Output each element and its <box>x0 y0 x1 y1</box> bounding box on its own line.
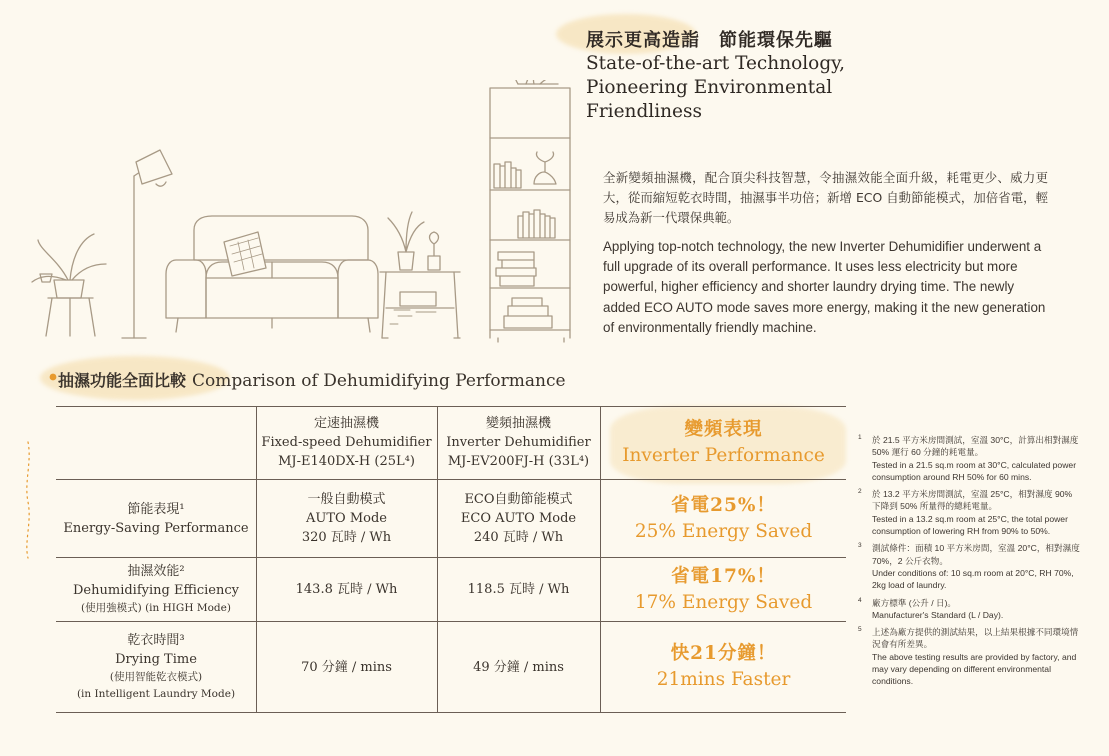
header-performance <box>601 406 846 479</box>
header-fixed-zh: 定速抽濕機 <box>313 416 379 431</box>
section-title <box>58 368 566 391</box>
cell-text: AUTO Mode <box>306 511 387 526</box>
headline-en-line: Friendliness <box>586 101 702 122</box>
header-inverter <box>437 406 600 479</box>
intro-zh: 全新變頻抽濕機，配合頂尖科技智慧，令抽濕效能全面升級，耗電更少、威力更大，從而縮短乾衣時間，抽濕事半功倍；新增 ECO 自動節能模式，加倍省電，輕易成為新一代環保典範。 <box>603 170 1048 225</box>
footnote-en: Tested in a 13.2 sq.m room at 25°C, the total power consumption of lowering RH from 90% to 50%. <box>872 513 1068 537</box>
table-cell <box>256 558 437 621</box>
comparison-table <box>56 406 846 713</box>
cell-text: 320 瓦時 / Wh <box>301 530 392 545</box>
footnote-number: 2 <box>858 488 862 496</box>
table-rule <box>56 712 846 713</box>
cell-text: 49 分鐘 / mins <box>473 659 564 675</box>
cell-text: 240 瓦時 / Wh <box>473 530 564 545</box>
header-inverter-en: Inverter Dehumidifier <box>446 435 591 450</box>
row-label-energy-saving <box>56 480 256 557</box>
table-cell <box>437 480 600 557</box>
performance-en: 25% Energy Saved <box>634 520 813 542</box>
row-label-drying-time <box>56 622 256 712</box>
row-label-note: (使用強模式) (in HIGH Mode) <box>81 602 231 614</box>
headline-en-line: Pioneering Environmental <box>586 77 833 98</box>
cell-text: ECO AUTO Mode <box>460 511 577 526</box>
header-inverter-zh: 變頻抽濕機 <box>485 416 551 431</box>
table-cell <box>437 558 600 621</box>
bookshelf-illustration <box>490 80 570 342</box>
cell-text: ECO自動節能模式 <box>464 492 573 507</box>
header-performance-zh: 變頻表現 <box>684 418 763 440</box>
footnote-zh: 於 13.2 平方米房間測試，室溫 25°C，相對濕度 90% 下降到 50% 所量得的總耗電量。 <box>872 489 1073 512</box>
performance-cell <box>601 558 846 621</box>
headline-zh: 展示更高造詣 節能環保先驅 <box>586 30 833 51</box>
footnote-zh: 於 21.5 平方米房間測試，室溫 30°C，計算出相對濕度 50% 運行 60 分鐘的耗電量。 <box>872 435 1079 458</box>
footnote-zh: 廠方標準 (公升 / 日)。 <box>872 597 957 608</box>
footnote-en: Manufacturer's Standard (L / Day). <box>872 609 1004 620</box>
table-cell <box>256 480 437 557</box>
footnote-number: 4 <box>858 596 862 604</box>
header-fixed-speed <box>256 406 437 479</box>
footnote-en: Tested in a 21.5 sq.m room at 30°C, calculated power consumption around RH 50% for 60 mins. <box>872 459 1077 482</box>
footnote <box>858 542 1082 591</box>
intro-en: Applying top-notch technology, the new Inverter Dehumidifier underwent a full upgrade of its overall performance. It uses less electricity but more powerful, higher efficiency and shorter laundry drying time. The newly added ECO AUTO mode saves more energy, making it the new generation of environmentally friendly machine. <box>603 239 1046 335</box>
sofa-illustration <box>166 216 378 332</box>
headline-en-line: State-of-the-art Technology, <box>586 53 846 74</box>
footnote <box>858 488 1082 537</box>
floor-lamp-illustration <box>122 150 172 338</box>
row-label-note: (in Intelligent Laundry Mode) <box>76 688 236 700</box>
footnote-zh: 測試條件：面積 10 平方米房間，室溫 20°C，相對濕度 70%，2 公斤衣物。 <box>872 543 1080 566</box>
header-performance-en: Inverter Performance <box>622 444 825 466</box>
header-inverter-model: MJ-EV200FJ-H (33L⁴) <box>447 454 590 469</box>
performance-en: 17% Energy Saved <box>634 591 813 613</box>
section-bullet-icon <box>48 372 58 382</box>
side-table-plant-illustration <box>32 234 106 336</box>
footnote-zh: 上述為廠方提供的測試結果，以上結果根據不同環境情況會有所差異。 <box>872 627 1079 650</box>
footnote-number: 3 <box>858 542 862 550</box>
performance-cell <box>601 622 846 712</box>
dotted-decoration <box>22 440 34 560</box>
table-cell <box>256 622 437 712</box>
section-title-en: Comparison of Dehumidifying Performance <box>192 371 566 391</box>
footnote <box>858 626 1082 687</box>
headline-en <box>586 52 886 124</box>
row-label-note: (使用智能乾衣模式) <box>109 671 203 683</box>
row-label-en: Energy-Saving Performance <box>63 520 249 536</box>
cell-text: 70 分鐘 / mins <box>301 659 392 675</box>
row-label-en: Drying Time <box>115 652 197 667</box>
cell-text: 一般自動模式 <box>307 492 386 507</box>
coffee-table-illustration <box>380 212 460 338</box>
cell-text: 118.5 瓦時 / Wh <box>467 582 570 597</box>
footnote-en: Under conditions of: 10 sq.m room at 20°C, RH 70%, 2kg load of laundry. <box>872 567 1074 591</box>
footnote-number: 1 <box>858 434 862 441</box>
footnotes <box>858 434 1082 693</box>
table-cell <box>437 622 600 712</box>
row-label-dehumidifying <box>56 558 256 621</box>
row-label-zh: 乾衣時間³ <box>127 633 185 648</box>
row-label-en: Dehumidifying Efficiency <box>73 583 239 598</box>
performance-zh: 省電25%！ <box>671 494 776 516</box>
cell-text: 143.8 瓦時 / Wh <box>295 582 398 597</box>
footnote-number: 5 <box>858 626 862 634</box>
header-fixed-model: MJ-E140DX-H (25L⁴) <box>278 454 415 469</box>
footnote <box>858 597 1082 622</box>
section-title-zh: 抽濕功能全面比較 <box>58 371 187 390</box>
performance-en: 21mins Faster <box>656 669 791 690</box>
header-fixed-en: Fixed-speed Dehumidifier <box>261 435 432 450</box>
footnote <box>858 434 1082 483</box>
living-room-illustration <box>18 80 598 355</box>
row-label-zh: 節能表現¹ <box>127 501 185 517</box>
performance-zh: 省電17%！ <box>671 565 776 587</box>
row-label-zh: 抽濕效能² <box>127 564 185 579</box>
performance-zh: 快21分鐘！ <box>670 643 777 664</box>
footnote-en: The above testing results are provided by factory, and may vary depending on different environmental conditions. <box>872 651 1077 687</box>
performance-cell <box>601 480 846 557</box>
